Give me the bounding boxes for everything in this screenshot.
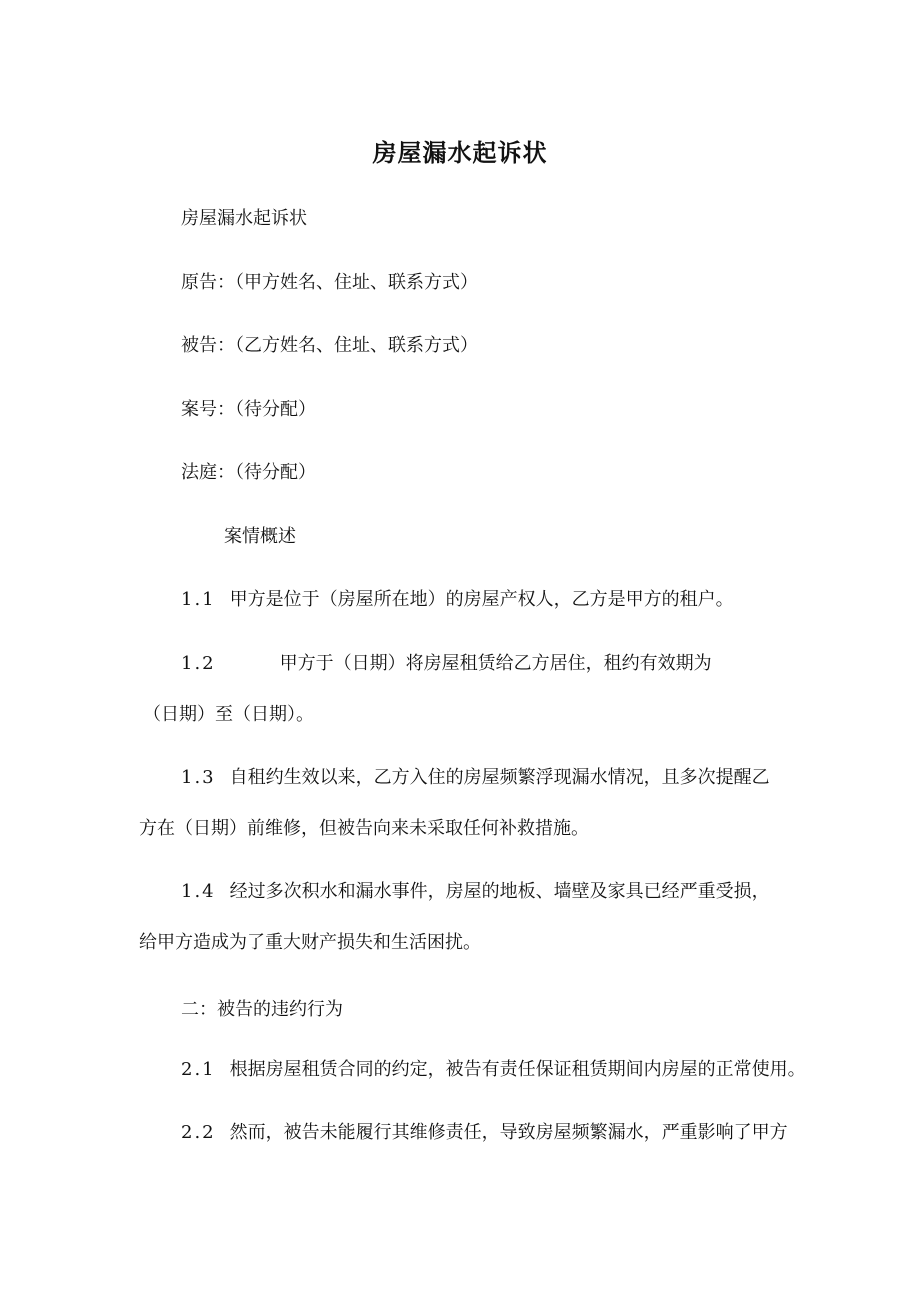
paragraph-number: 2.2 [181,1122,216,1143]
case-number-line: 案号：（待分配） [181,399,316,420]
paragraph-1-4-continuation: 给甲方造成为了重大财产损失和生活困扰。 [139,932,481,953]
paragraph-1-4 [181,880,770,904]
defendant-line: 被告：（乙方姓名、住址、联系方式） [181,335,478,356]
paragraph-number: 1.1 [181,589,216,610]
paragraph-1-3 [181,766,770,790]
paragraph-text: 甲方是位于（房屋所在地）的房屋产权人，乙方是甲方的租户。 [229,589,734,610]
paragraph-1-3-continuation: 方在（日期）前维修，但被告向来未采取任何补救措施。 [139,818,589,839]
court-line: 法庭：（待分配） [181,462,316,483]
section-heading-breach: 二：被告的违约行为 [181,999,343,1020]
paragraph-text: 甲方于（日期）将房屋租赁给乙方居住，租约有效期为 [279,653,712,674]
paragraph-text: 然而，被告未能履行其维修责任，导致房屋频繁漏水，严重影响了甲方 [229,1122,788,1143]
paragraph-1-1 [181,588,734,612]
paragraph-2-2 [181,1121,788,1145]
section-heading-summary: 案情概述 [224,526,296,547]
paragraph-1-2 [181,652,712,676]
paragraph-text: 根据房屋租赁合同的约定，被告有责任保证租赁期间内房屋的正常使用。 [229,1059,806,1080]
plaintiff-line: 原告：（甲方姓名、住址、联系方式） [181,272,478,293]
paragraph-2-1 [181,1058,806,1082]
paragraph-number: 1.2 [181,653,216,674]
paragraph-number: 2.1 [181,1059,216,1080]
paragraph-text: 自租约生效以来，乙方入住的房屋频繁浮现漏水情况，且多次提醒乙 [229,767,770,788]
paragraph-number: 1.4 [181,881,216,902]
document-title: 房屋漏水起诉状 [372,139,548,167]
paragraph-text: 经过多次积水和漏水事件，房屋的地板、墙壁及家具已经严重受损， [229,881,770,902]
paragraph-number: 1.3 [181,767,216,788]
paragraph-1-2-continuation: （日期）至（日期）。 [143,704,314,725]
document-subtitle: 房屋漏水起诉状 [181,208,307,229]
